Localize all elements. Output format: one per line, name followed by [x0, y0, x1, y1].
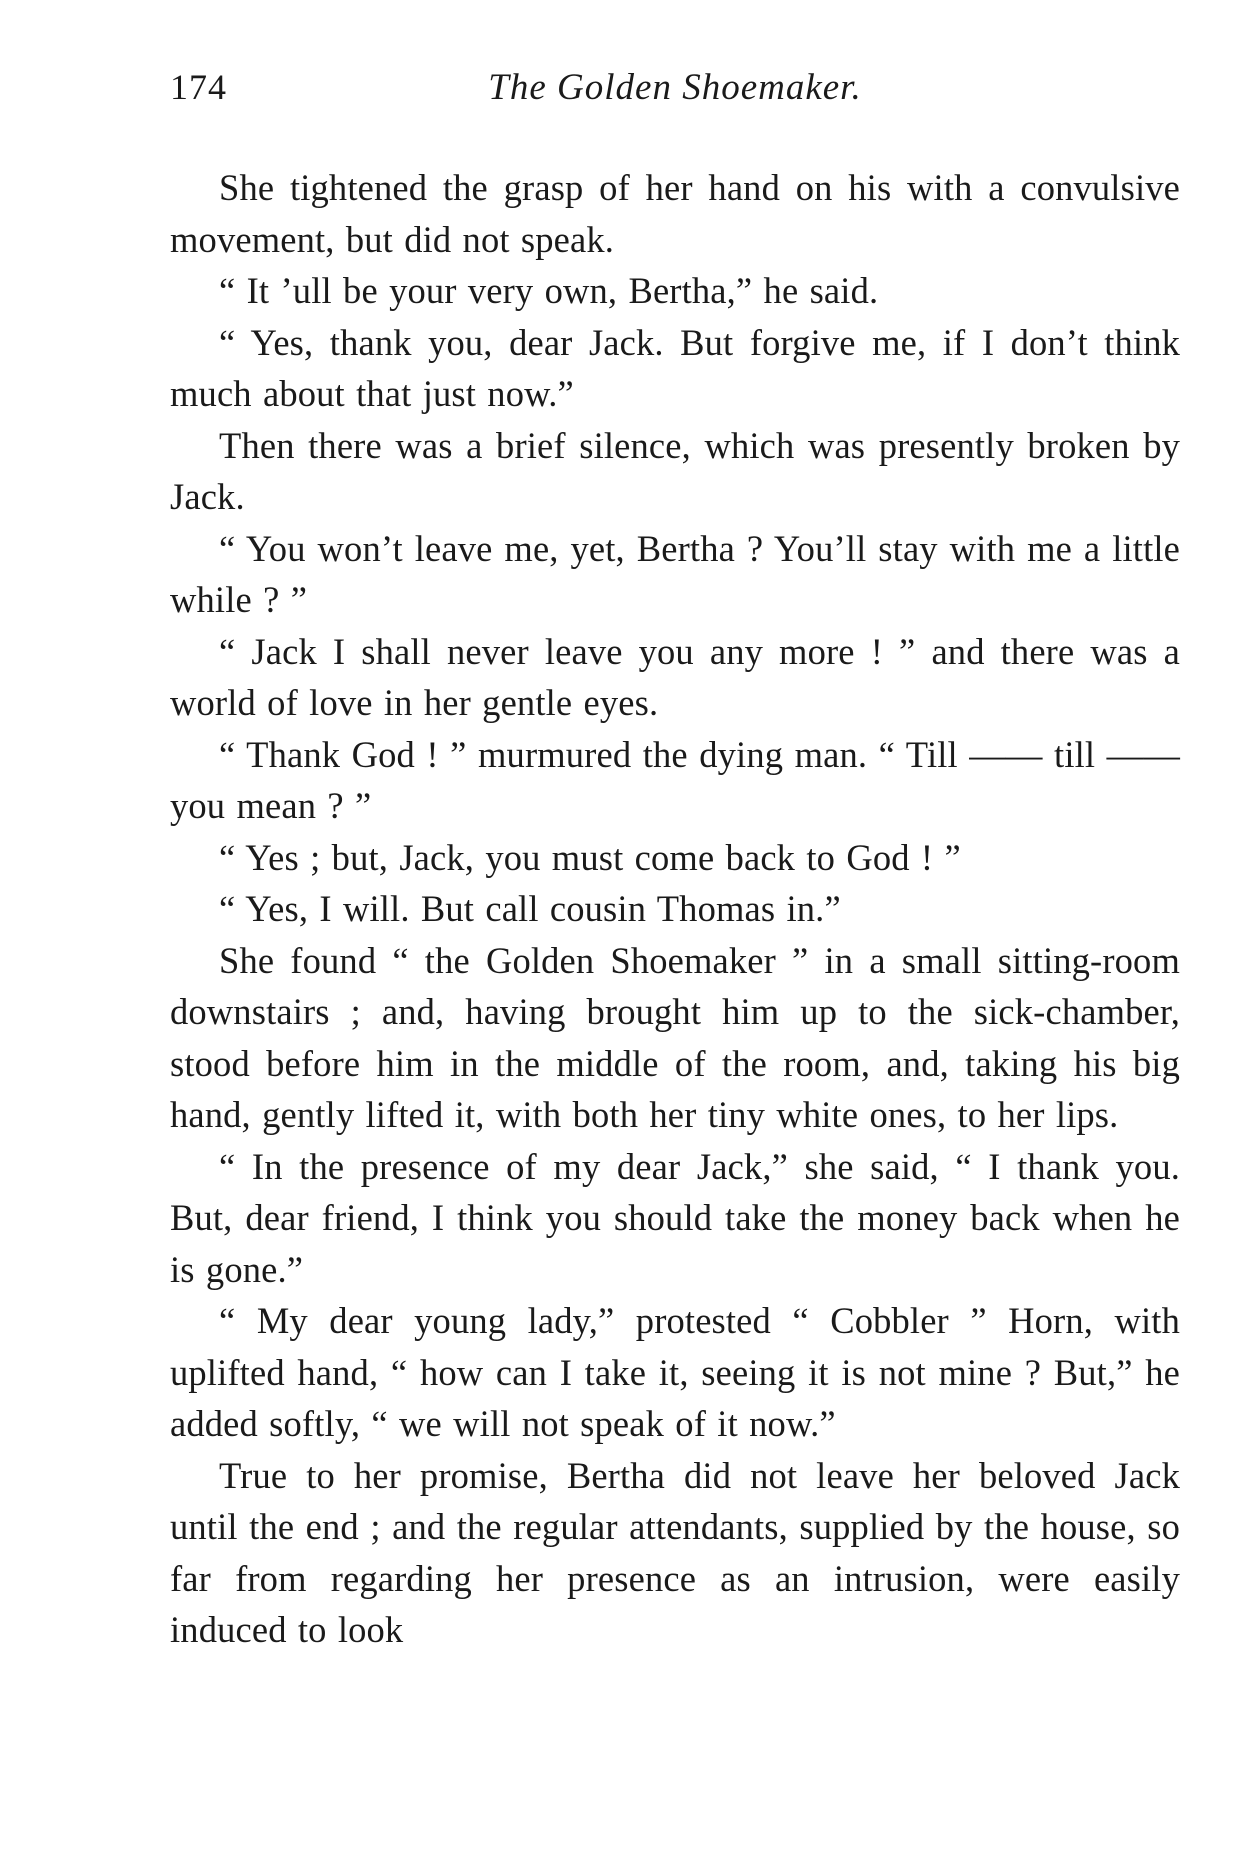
body-text: [170, 162, 1180, 1656]
paragraph: “ Yes ; but, Jack, you must come back to God ! ”: [219, 836, 961, 878]
paragraph: “ Yes, I will. But call cousin Thomas in.”: [219, 888, 841, 929]
paragraph: She found “ the Golden Shoemaker ” in a small sitting-room downstairs ; and, having brought him up to the sick-chamber, stood before him in the middle of the room, and, taking his big hand, gently lifted it, with both her tiny white ones, to her lips.: [170, 939, 1180, 1135]
paragraph: “ Jack I shall never leave you any more ! ” and there was a world of love in her gentle eyes.: [170, 630, 1180, 723]
paragraph: “ It ’ull be your very own, Bertha,” he said.: [219, 270, 879, 311]
paragraph: “ Thank God ! ” murmured the dying man. “ Till —— till —— you mean ? ”: [170, 733, 1180, 826]
running-title: The Golden Shoemaker.: [488, 67, 862, 108]
page-number: 174: [170, 67, 227, 107]
paragraph: “ In the presence of my dear Jack,” she said, “ I thank you. But, dear friend, I think you should take the money back when he is gone.”: [170, 1145, 1180, 1290]
paragraph: She tightened the grasp of her hand on his with a convulsive movement, but did not speak.: [170, 167, 1180, 260]
paragraph: “ My dear young lady,” protested “ Cobbler ” Horn, with uplifted hand, “ how can I take it, seeing it is not mine ? But,” he added softly, “ we will not speak of it now.”: [170, 1300, 1180, 1444]
paragraph: True to her promise, Bertha did not leave her beloved Jack until the end ; and the regular attendants, supplied by the house, so far from regarding her presence as an intrusion, were easily induced to look: [170, 1454, 1180, 1650]
page-header: [170, 66, 1180, 126]
paragraph: “ Yes, thank you, dear Jack. But forgive me, if I don’t think much about that just now.”: [170, 321, 1180, 414]
paragraph: “ You won’t leave me, yet, Bertha ? You’ll stay with me a little while ? ”: [170, 527, 1180, 620]
paragraph: Then there was a brief silence, which was presently broken by Jack.: [170, 424, 1180, 517]
